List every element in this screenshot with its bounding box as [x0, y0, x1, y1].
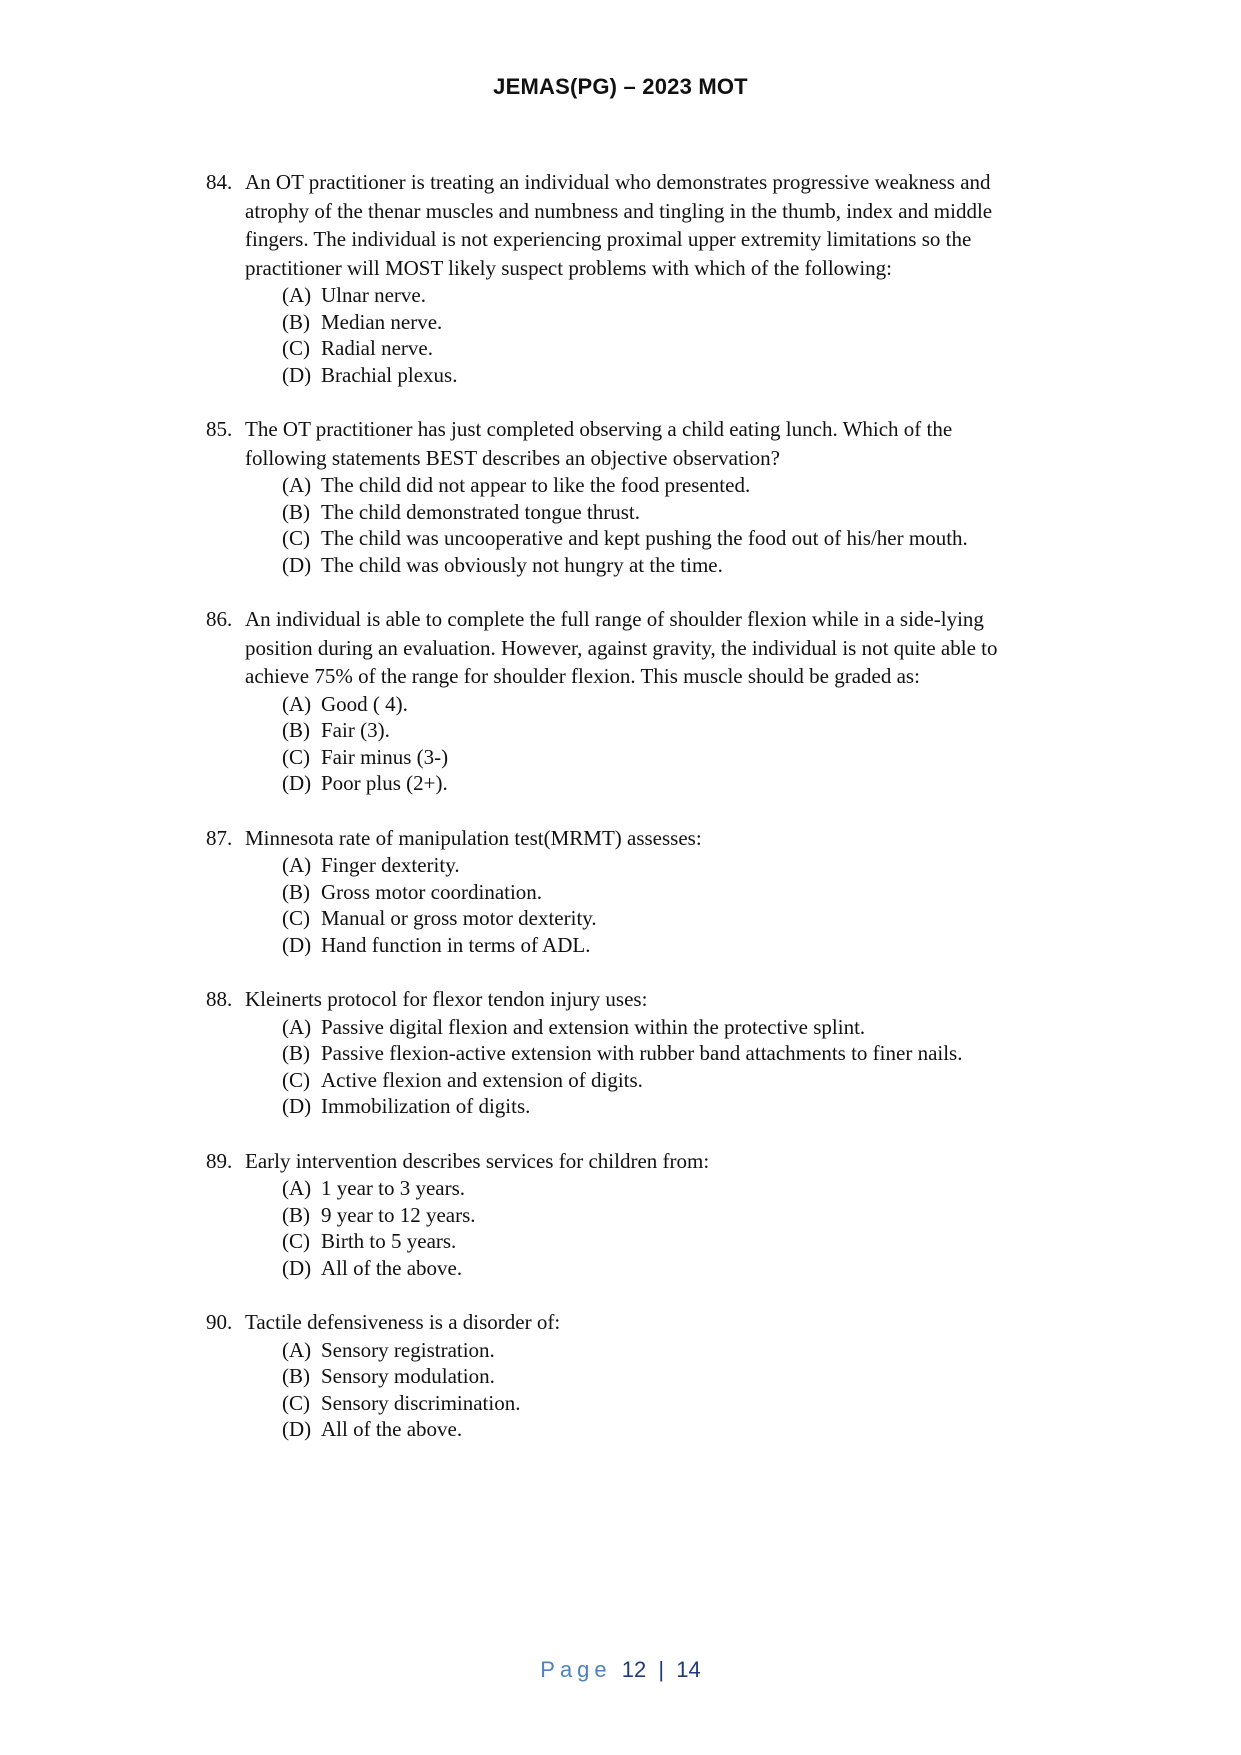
option-item	[245, 499, 1021, 526]
option-item	[245, 744, 1021, 771]
option-label: (D)	[282, 362, 312, 387]
question-item	[206, 1147, 1021, 1282]
question-text: An OT practitioner is treating an individual who demonstrates progressive weakness and atrophy of the thenar muscles and numbness and tingling in the thumb, index and middle fingers. The individual is not experiencing proximal upper extremity limitations so the practitioner will MOST likely suspect problems with which of the following:	[245, 170, 993, 280]
option-text: Sensory registration.	[321, 1337, 495, 1362]
question-number: 89.	[206, 1148, 233, 1173]
option-item	[245, 1093, 1021, 1120]
option-label: (A)	[282, 1176, 312, 1200]
option-label: (D)	[282, 552, 312, 577]
option-text: Birth to 5 years.	[321, 1229, 457, 1253]
question-item	[206, 605, 1021, 797]
option-item	[245, 852, 1021, 879]
option-label: (C)	[282, 744, 310, 769]
option-item	[245, 472, 1021, 499]
page-number: 12	[621, 1657, 647, 1682]
option-item	[245, 525, 1021, 552]
option-text: Poor plus (2+).	[321, 771, 448, 795]
option-text: Active flexion and extension of digits.	[321, 1067, 643, 1092]
question-item	[206, 1308, 1021, 1443]
option-label: (B)	[282, 1202, 310, 1227]
option-label: (D)	[282, 932, 312, 957]
option-text: The child demonstrated tongue thrust.	[321, 499, 641, 524]
option-text: The child did not appear to like the food presented.	[321, 473, 751, 497]
page-footer	[0, 1657, 1241, 1683]
question-number: 90.	[206, 1310, 233, 1334]
option-item	[245, 1255, 1021, 1282]
option-label: (B)	[282, 718, 310, 742]
option-text: Gross motor coordination.	[321, 879, 543, 904]
question-item	[206, 415, 1021, 578]
option-text: Radial nerve.	[321, 336, 433, 360]
option-item	[245, 282, 1021, 309]
question-text: The OT practitioner has just completed observing a child eating lunch. Which of the following statements BEST describes an objective observation?	[245, 417, 953, 470]
option-item	[245, 905, 1021, 932]
option-item	[245, 1363, 1021, 1390]
page-label: Page	[540, 1657, 612, 1682]
option-item	[245, 1416, 1021, 1443]
option-list	[245, 282, 1021, 388]
option-text: Finger dexterity.	[321, 853, 460, 877]
option-label: (D)	[282, 771, 312, 795]
question-text: Kleinerts protocol for flexor tendon injury uses:	[245, 987, 648, 1011]
option-label: (C)	[282, 526, 310, 550]
option-list	[245, 1175, 1021, 1281]
option-item	[245, 1175, 1021, 1202]
page-header	[0, 74, 1241, 100]
option-item	[245, 932, 1021, 959]
option-text: 1 year to 3 years.	[321, 1176, 466, 1200]
option-item	[245, 1228, 1021, 1255]
option-text: Passive digital flexion and extension within the protective splint.	[321, 1014, 866, 1039]
option-text: Sensory discrimination.	[321, 1390, 521, 1415]
option-label: (B)	[282, 1041, 310, 1065]
option-list	[245, 472, 1021, 578]
option-item	[245, 1337, 1021, 1364]
option-list	[245, 852, 1021, 958]
option-item	[245, 1202, 1021, 1229]
option-text: 9 year to 12 years.	[321, 1202, 476, 1227]
option-text: Hand function in terms of ADL.	[321, 932, 591, 957]
option-text: The child was uncooperative and kept pushing the food out of his/her mouth.	[321, 526, 968, 550]
question-number: 88.	[206, 987, 233, 1011]
option-text: Immobilization of digits.	[321, 1094, 531, 1118]
option-label: (B)	[282, 879, 310, 904]
option-text: Manual or gross motor dexterity.	[321, 906, 597, 930]
option-label: (A)	[282, 1014, 312, 1039]
option-label: (C)	[282, 336, 310, 360]
option-item	[245, 770, 1021, 797]
option-label: (A)	[282, 1337, 312, 1362]
option-label: (D)	[282, 1417, 312, 1441]
option-item	[245, 1390, 1021, 1417]
option-text: Passive flexion-active extension with rubber band attachments to finer nails.	[321, 1041, 963, 1065]
option-text: Ulnar nerve.	[321, 283, 426, 307]
option-label: (C)	[282, 1229, 310, 1253]
option-list	[245, 691, 1021, 797]
option-label: (A)	[282, 691, 312, 716]
option-item	[245, 1014, 1021, 1041]
option-item	[245, 691, 1021, 718]
question-number: 87.	[206, 825, 233, 850]
question-text: Early intervention describes services for children from:	[245, 1148, 710, 1173]
question-item	[206, 824, 1021, 959]
option-label: (B)	[282, 499, 310, 524]
question-item	[206, 985, 1021, 1120]
option-label: (A)	[282, 283, 312, 307]
question-text: An individual is able to complete the full range of shoulder flexion while in a side-lying position during an evaluation. However, against gravity, the individual is not quite able to achieve 75% of the range for shoulder flexion. This muscle should be graded as:	[245, 607, 998, 688]
option-label: (A)	[282, 853, 312, 877]
option-label: (C)	[282, 1067, 310, 1092]
option-label: (B)	[282, 309, 310, 334]
question-item	[206, 168, 1021, 388]
total-pages: 14	[676, 1657, 701, 1682]
option-text: Median nerve.	[321, 309, 443, 334]
option-item	[245, 1067, 1021, 1094]
option-text: The child was obviously not hungry at the time.	[321, 552, 723, 577]
question-number: 86.	[206, 607, 233, 631]
option-text: Good ( 4).	[321, 691, 408, 716]
question-list	[206, 168, 1021, 1470]
option-text: All of the above.	[321, 1255, 463, 1280]
option-item	[245, 1040, 1021, 1067]
option-label: (B)	[282, 1364, 310, 1388]
option-item	[245, 362, 1021, 389]
option-text: All of the above.	[321, 1417, 463, 1441]
question-text: Tactile defensiveness is a disorder of:	[245, 1310, 561, 1334]
option-text: Fair minus (3-)	[321, 744, 449, 769]
option-label: (C)	[282, 1390, 310, 1415]
header-title: JEMAS(PG) – 2023 MOT	[493, 74, 748, 99]
question-number: 85.	[206, 417, 233, 441]
option-list	[245, 1337, 1021, 1443]
option-text: Fair (3).	[321, 718, 390, 742]
option-label: (D)	[282, 1255, 312, 1280]
question-text: Minnesota rate of manipulation test(MRMT) assesses:	[245, 825, 702, 850]
option-label: (A)	[282, 473, 312, 497]
option-list	[245, 1014, 1021, 1120]
option-item	[245, 717, 1021, 744]
option-item	[245, 879, 1021, 906]
option-item	[245, 552, 1021, 579]
option-item	[245, 335, 1021, 362]
question-number: 84.	[206, 170, 233, 194]
option-text: Brachial plexus.	[321, 362, 458, 387]
option-label: (C)	[282, 906, 310, 930]
option-text: Sensory modulation.	[321, 1364, 495, 1388]
option-label: (D)	[282, 1094, 312, 1118]
page-separator: |	[658, 1657, 665, 1682]
option-item	[245, 309, 1021, 336]
